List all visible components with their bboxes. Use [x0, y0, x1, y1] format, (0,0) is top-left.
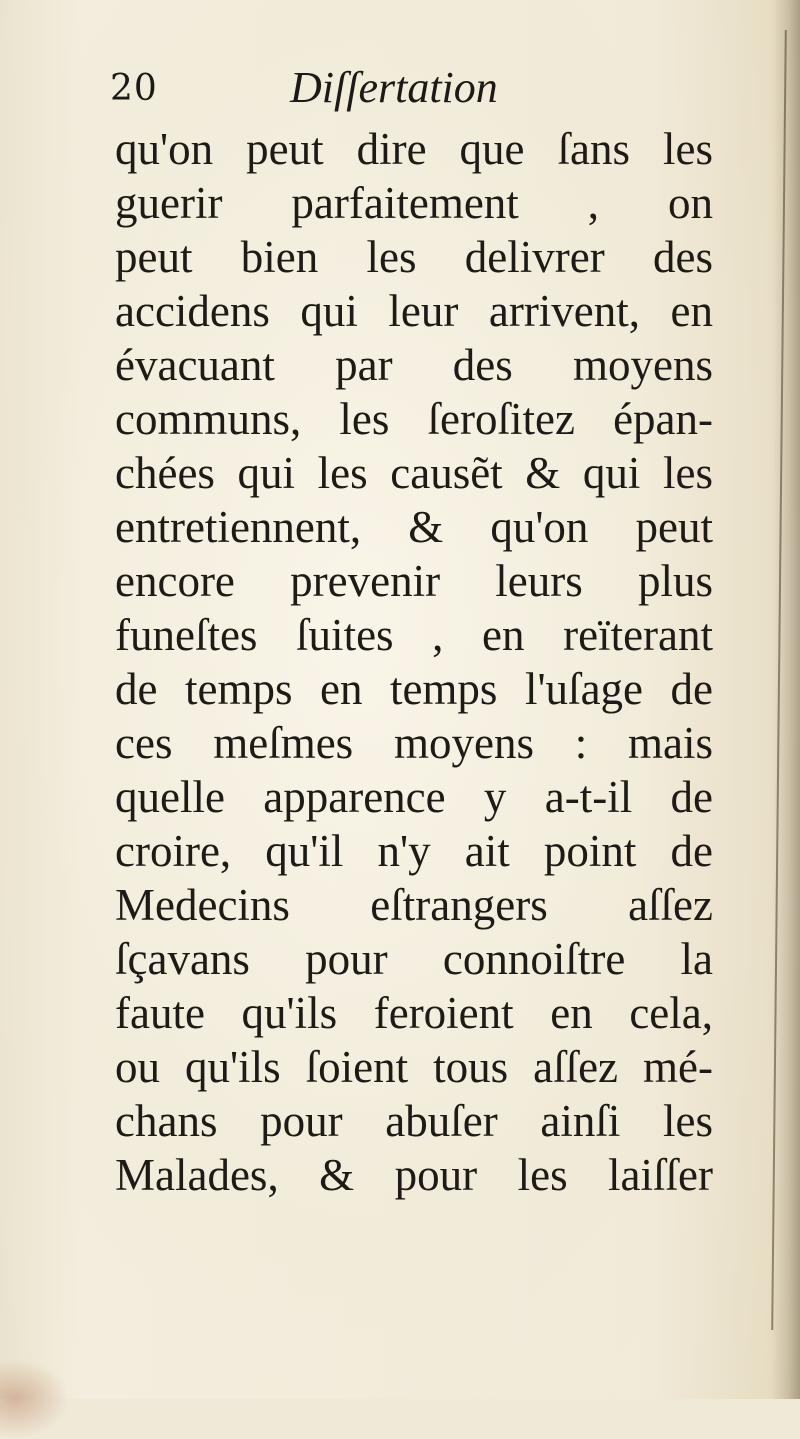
- text-line: qu'on peut dire que ſans les: [115, 124, 713, 174]
- text-line: peut bien les delivrer des: [115, 232, 713, 282]
- body-text-block: [115, 122, 713, 1202]
- text-line: chans pour abuſer ainſi les: [115, 1096, 713, 1146]
- page-number: 20: [110, 68, 158, 109]
- page-header: [110, 62, 670, 122]
- text-line: quelle apparence y a-t-il de: [115, 772, 713, 822]
- text-line: faute qu'ils feroient en cela,: [115, 988, 713, 1038]
- text-line: encore prevenir leurs plus: [115, 556, 713, 606]
- text-line: entretiennent, & qu'on peut: [115, 502, 713, 552]
- page-gutter-shadow: [772, 0, 800, 1399]
- running-title: Diſſertation: [290, 63, 498, 112]
- text-line: Malades, & pour les laiſſer: [115, 1150, 713, 1200]
- text-line: communs, les ſeroſitez épan-: [115, 394, 713, 444]
- text-line: de temps en temps l'uſage de: [115, 664, 713, 714]
- paper-stain: [0, 1359, 70, 1439]
- text-line: ces meſmes moyens : mais: [115, 718, 713, 768]
- text-line: guerir parfaitement , on: [115, 178, 713, 228]
- text-line: chées qui les causẽt & qui les: [115, 448, 713, 498]
- text-line: croire, qu'il n'y ait point de: [115, 826, 713, 876]
- text-line: ſçavans pour connoiſtre la: [115, 934, 713, 984]
- text-line: funeſtes ſuites , en reïterant: [115, 610, 713, 660]
- text-line: accidens qui leur arrivent, en: [115, 286, 713, 336]
- text-line: Medecins eſtrangers aſſez: [115, 880, 713, 930]
- text-line: ou qu'ils ſoient tous aſſez mé-: [115, 1042, 713, 1092]
- text-line: évacuant par des moyens: [115, 340, 713, 390]
